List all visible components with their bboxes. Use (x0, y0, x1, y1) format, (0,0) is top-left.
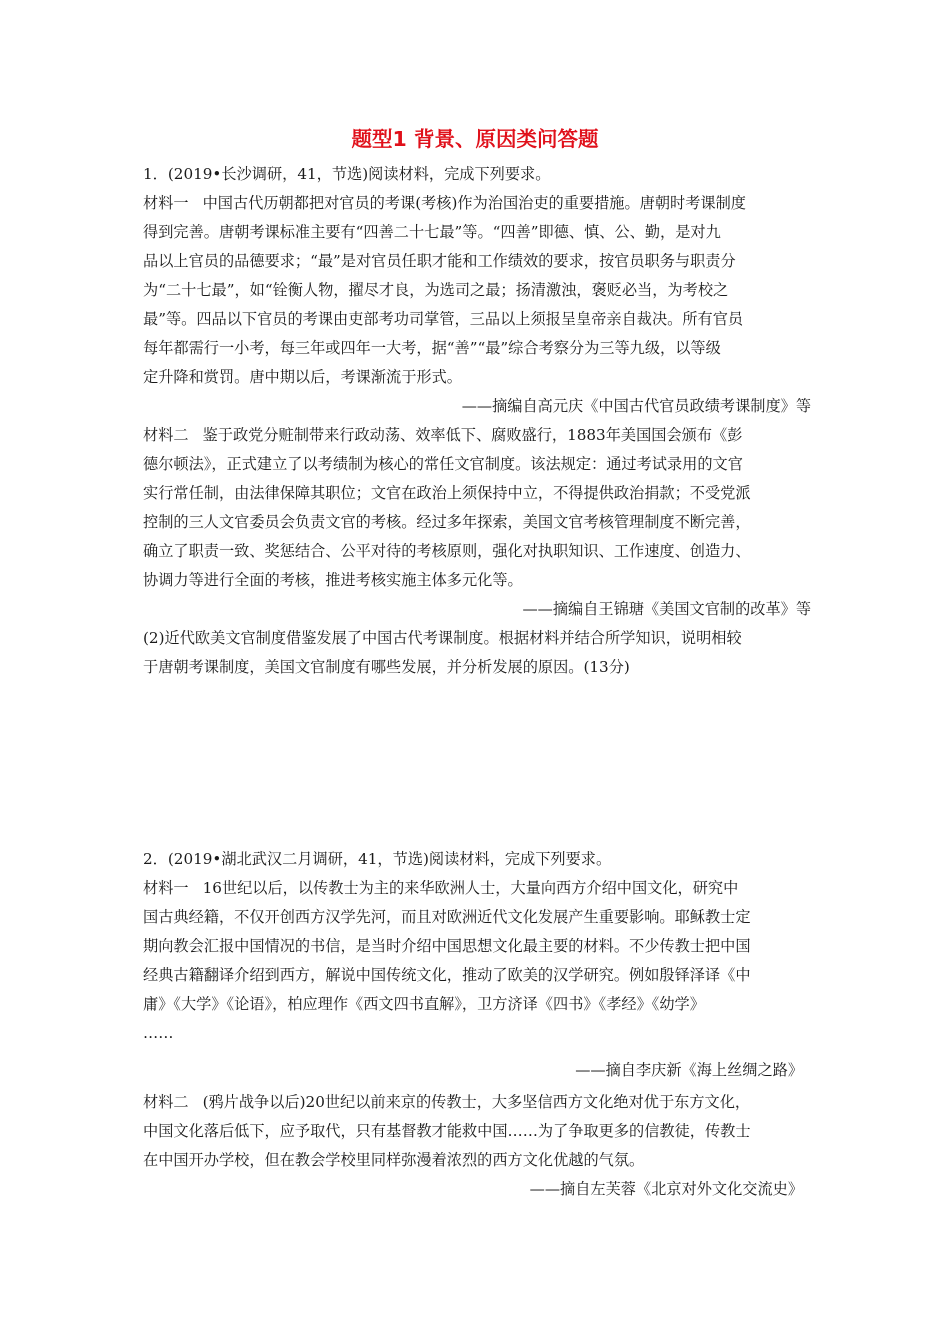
q1-question-line: (2)近代欧美文官制度借鉴发展了中国古代考课制度。根据材料并结合所学知识，说明相较 (143, 629, 742, 647)
q2-material-2-line: 材料二 (鸦片战争以后)20世纪以前来京的传教士，大多坚信西方文化绝对优于东方文化， (143, 1093, 751, 1111)
q2-material-1-label: 材料一 (143, 879, 189, 897)
q2-material-1-line: 材料一 16世纪以后，以传教士为主的来华欧洲人士，大量向西方介绍中国文化，研究中 (143, 879, 739, 897)
q2-material-2-line: 中国文化落后低下，应予取代，只有基督教才能救中国……为了争取更多的信教徒，传教士 (143, 1122, 751, 1140)
q1-material-2-line: 实行常任制，由法律保障其职位；文官在政治上须保持中立，不得提供政治捐款；不受党派 (143, 484, 751, 502)
q2-material-1-line: 期向教会汇报中国情况的书信，是当时介绍中国思想文化最主要的材料。不少传教士把中国 (143, 937, 751, 955)
q2-material-2-label: 材料二 (143, 1093, 189, 1111)
q1-material-2-line: 确立了职责一致、奖惩结合、公平对待的考核原则，强化对执职知识、工作速度、创造力、 (143, 542, 751, 560)
q1-material-1-line: 每年都需行一小考，每三年或四年一大考，据“善”“最”综合考察分为三等九级，以等级 (143, 339, 721, 357)
q2-material-1-source: ——摘自李庆新《海上丝绸之路》 (575, 1061, 803, 1079)
q1-material-1-line: 最”等。四品以下官员的考课由吏部考功司掌管，三品以上须报呈皇帝亲自裁决。所有官员 (143, 310, 744, 328)
q2-material-1-line: 经典古籍翻译介绍到西方，解说中国传统文化，推动了欧美的汉学研究。例如殷铎泽译《中 (143, 966, 751, 984)
question-1-heading: 1．(2019•长沙调研，41，节选)阅读材料，完成下列要求。 (143, 165, 551, 183)
page-title: 题型1 背景、原因类问答题 (351, 127, 599, 151)
q2-material-1-line: …… (143, 1024, 174, 1042)
question-2-heading: 2．(2019•湖北武汉二月调研，41，节选)阅读材料，完成下列要求。 (143, 850, 612, 868)
question-2 (143, 845, 811, 1204)
q1-material-2-line: 德尔顿法》，正式建立了以考绩制为核心的常任文官制度。该法规定：通过考试录用的文官 (143, 455, 743, 473)
q1-material-1-line: 为“二十七最”，如“铨衡人物，擢尽才良，为选司之最；扬清激浊，褒贬必当，为考校之 (143, 281, 729, 299)
q2-material-2-line: 在中国开办学校，但在教会学校里同样弥漫着浓烈的西方文化优越的气氛。 (143, 1151, 645, 1169)
q1-material-1-source: ——摘编自高元庆《中国古代官员政绩考课制度》等 (461, 397, 811, 415)
q1-question-line: 于唐朝考课制度，美国文官制度有哪些发展，并分析发展的原因。(13分) (143, 658, 630, 676)
q1-material-2-line: 协调力等进行全面的考核，推进考核实施主体多元化等。 (143, 571, 523, 589)
q1-material-1-line: 得到完善。唐朝考课标准主要有“四善二十七最”等。“四善”即德、慎、公、勤，是对九 (143, 223, 721, 241)
q1-material-2-line: 控制的三人文官委员会负责文官的考核。经过多年探索，美国文官考核管理制度不断完善， (143, 513, 751, 531)
question-1 (143, 160, 811, 682)
q1-material-2-line: 材料二 鉴于政党分赃制带来行政动荡、效率低下、腐败盛行，1883年美国国会颁布《彭 (143, 426, 743, 444)
q1-material-2-label: 材料二 (143, 426, 189, 444)
q1-material-1-line: 品以上官员的品德要求；“最”是对官员任职才能和工作绩效的要求，按官员职务与职责分 (143, 252, 736, 270)
q1-material-2-source: ——摘编自王锦瑭《美国文官制的改革》等 (522, 600, 811, 618)
q1-material-1-line: 材料一 中国古代历朝都把对官员的考课(考核)作为治国治吏的重要措施。唐朝时考课制度 (143, 194, 746, 212)
q2-material-1-line: 国古典经籍，不仅开创西方汉学先河，而且对欧洲近代文化发展产生重要影响。耶稣教士定 (143, 908, 751, 926)
q2-material-1-line: 庸》《大学》《论语》，柏应理作《西文四书直解》，卫方济译《四书》《孝经》《幼学》 (143, 995, 705, 1013)
q1-material-1-line: 定升降和赏罚。唐中期以后，考课渐流于形式。 (143, 368, 462, 386)
q1-material-1-label: 材料一 (143, 194, 189, 212)
q2-material-2-source: ——摘自左芙蓉《北京对外文化交流史》 (529, 1180, 803, 1198)
